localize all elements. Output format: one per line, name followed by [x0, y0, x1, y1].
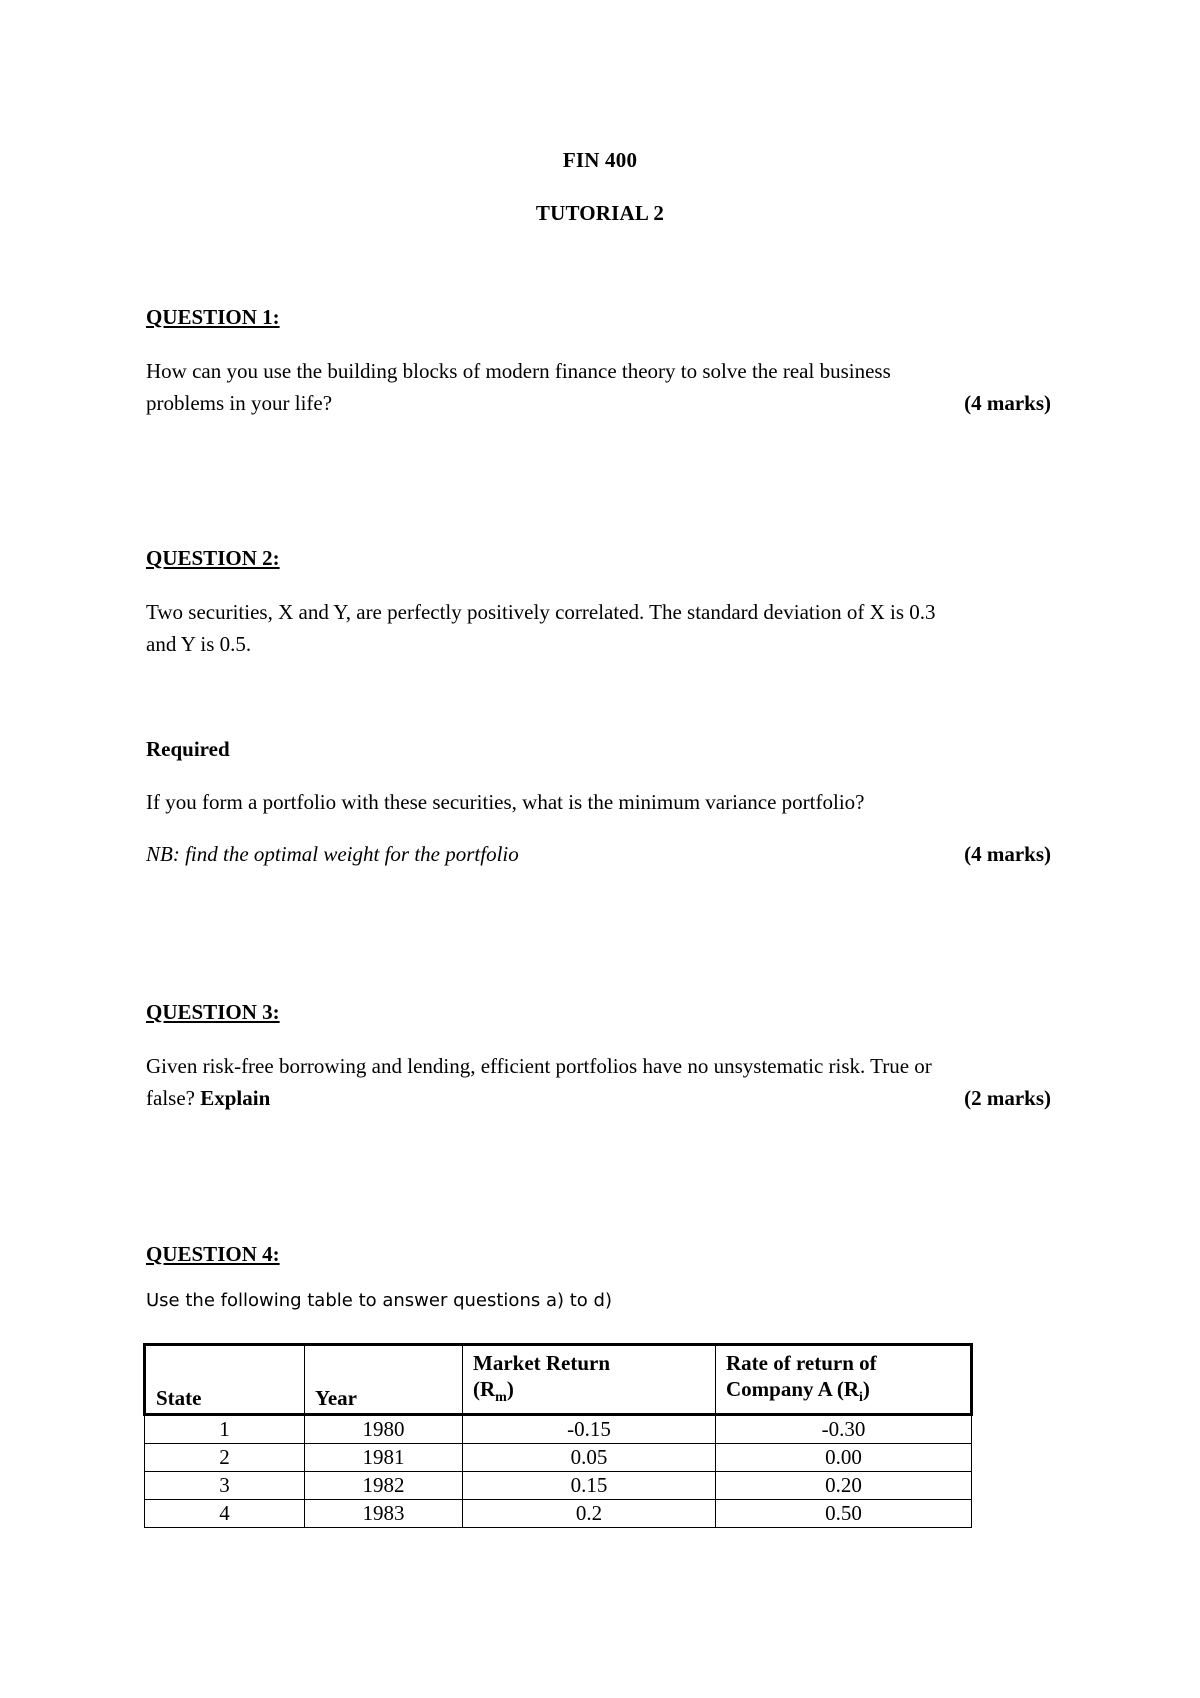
question-3-text-line1: Given risk-free borrowing and lending, efficient portfolios have no unsystematic risk. True or [146, 1054, 932, 1078]
question-1-marks: (4 marks) [964, 391, 1051, 415]
header-market-return [463, 1345, 716, 1415]
question-2-required-label: Required [146, 737, 230, 761]
header-company-return [716, 1345, 972, 1415]
question-2-text-line2: and Y is 0.5. [146, 632, 252, 656]
cell-state: 4 [145, 1500, 305, 1528]
header-market-line1: Market Return [473, 1351, 611, 1375]
cell-year: 1981 [305, 1444, 463, 1472]
cell-state: 2 [145, 1444, 305, 1472]
cell-company: -0.30 [716, 1415, 972, 1444]
question-3-line2-row [146, 1082, 1051, 1114]
question-3-marks: (2 marks) [964, 1086, 1051, 1110]
question-3-line2 [146, 1082, 270, 1114]
course-code: FIN 400 [562, 148, 638, 172]
cell-year: 1982 [305, 1472, 463, 1500]
question-2-question: If you form a portfolio with these securities, what is the minimum variance portfolio? [146, 790, 865, 814]
table-row [145, 1415, 972, 1444]
question-4-instruction: Use the following table to answer questions a) to d) [146, 1290, 612, 1311]
question-3-explain: Explain [200, 1086, 271, 1110]
cell-company: 0.00 [716, 1444, 972, 1472]
table-header-row [145, 1345, 972, 1415]
table-row [145, 1444, 972, 1472]
header-company-sub: i [859, 1390, 863, 1406]
question-2-note-row [146, 838, 1051, 870]
tutorial-title: TUTORIAL 2 [535, 201, 665, 225]
question-1-heading: QUESTION 1: [146, 305, 280, 329]
cell-state: 1 [145, 1415, 305, 1444]
cell-market: 0.05 [463, 1444, 716, 1472]
question-4-heading: QUESTION 4: [146, 1242, 280, 1266]
question-2-text-line1: Two securities, X and Y, are perfectly positively correlated. The standard deviation of X is 0.3 [146, 600, 936, 624]
question-1-line2-row [146, 387, 1051, 419]
header-market-sub: m [495, 1390, 507, 1406]
question-2-marks: (4 marks) [964, 842, 1051, 866]
header-market-close: ) [506, 1377, 514, 1401]
question-2-note: NB: find the optimal weight for the portfolio [146, 842, 519, 866]
cell-year: 1983 [305, 1500, 463, 1528]
cell-company: 0.20 [716, 1472, 972, 1500]
question-3-heading: QUESTION 3: [146, 1000, 280, 1024]
header-company-line1: Rate of return of [726, 1351, 877, 1375]
table-row [145, 1472, 972, 1500]
cell-year: 1980 [305, 1415, 463, 1444]
header-company-close: ) [862, 1377, 870, 1401]
question-1-text-line2: problems in your life? [146, 391, 333, 415]
cell-state: 3 [145, 1472, 305, 1500]
returns-table [143, 1343, 973, 1528]
header-state: State [145, 1345, 305, 1415]
cell-market: 0.15 [463, 1472, 716, 1500]
header-market-line2: (R [473, 1377, 496, 1401]
question-3-text-line2: false? [146, 1086, 195, 1110]
table-row [145, 1500, 972, 1528]
header-company-line2: Company A (R [726, 1377, 860, 1401]
header-year: Year [305, 1345, 463, 1415]
cell-market: -0.15 [463, 1415, 716, 1444]
question-2-heading: QUESTION 2: [146, 546, 280, 570]
question-1-text-line1: How can you use the building blocks of modern finance theory to solve the real business [146, 359, 891, 383]
cell-company: 0.50 [716, 1500, 972, 1528]
cell-market: 0.2 [463, 1500, 716, 1528]
